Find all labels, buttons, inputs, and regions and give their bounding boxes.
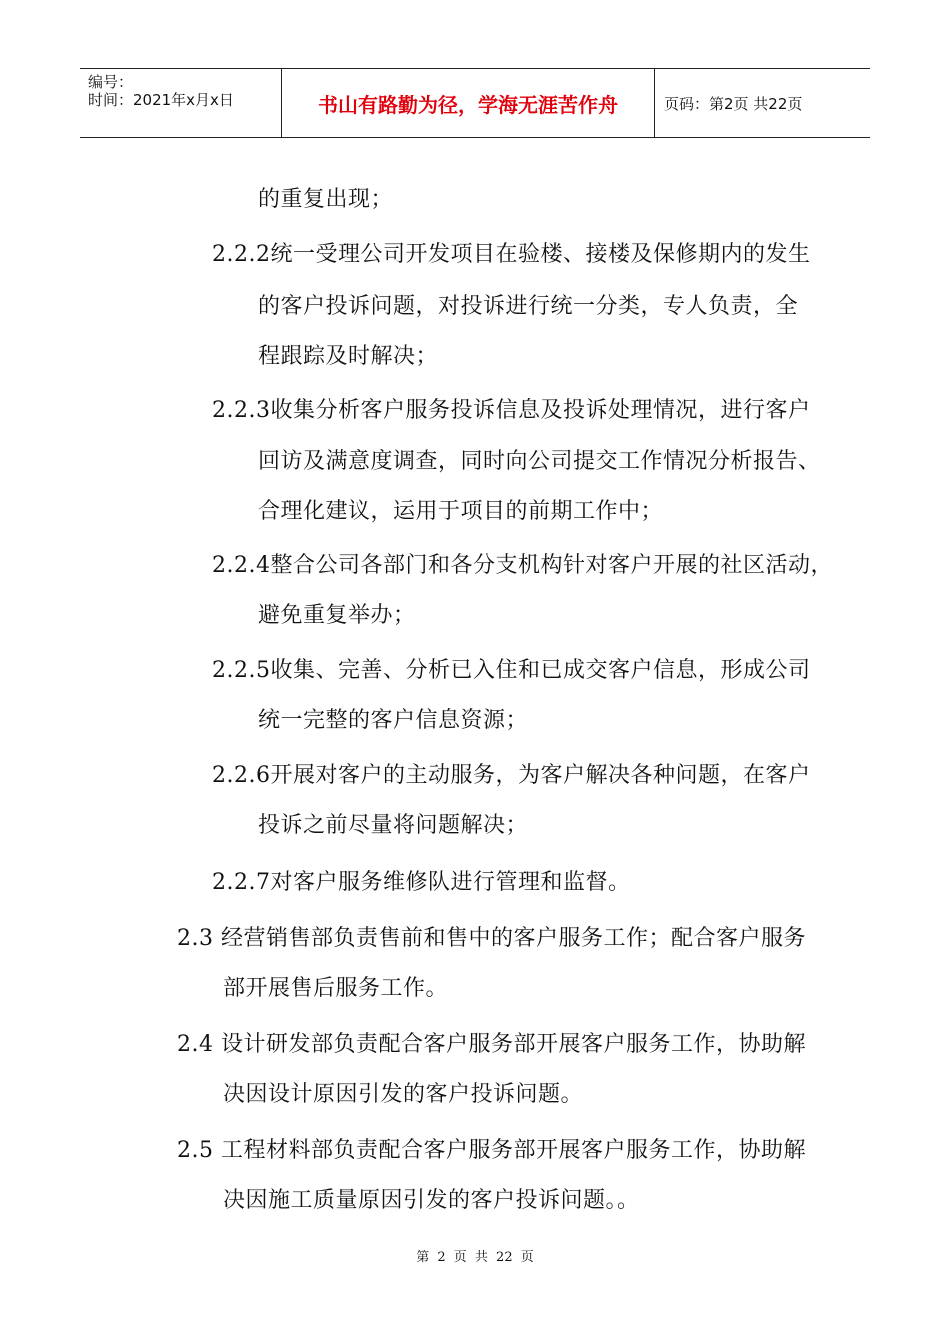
body-line: 2.5 工程材料部负责配合客户服务部开展客户服务工作，协助解: [177, 1138, 806, 1163]
body-line: 2.2.2统一受理公司开发项目在验楼、接楼及保修期内的发生: [212, 242, 811, 267]
body-line: 回访及满意度调查，同时向公司提交工作情况分析报告、: [258, 449, 821, 474]
page-header: [80, 68, 870, 138]
header-page-info: 页码：第2页 共22页: [664, 94, 803, 113]
body-line: 统一完整的客户信息资源；: [258, 708, 529, 733]
body-line: 避免重复举办；: [258, 603, 416, 628]
body-line: 的客户投诉问题，对投诉进行统一分类，专人负责，全: [258, 294, 799, 319]
document-time-label: 时间：2021年x月x日: [88, 91, 234, 109]
body-line: 2.2.7对客户服务维修队进行管理和监督。: [212, 870, 631, 895]
body-line: 的重复出现；: [258, 187, 394, 212]
body-line: 程跟踪及时解决；: [258, 344, 439, 369]
body-line: 2.3 经营销售部负责售前和售中的客户服务工作；配合客户服务: [177, 926, 806, 951]
document-number-label: 编号：: [88, 73, 134, 91]
header-left-cell: [80, 69, 280, 137]
body-line: 部开展售后服务工作。: [223, 976, 449, 1001]
body-line: 2.4 设计研发部负责配合客户服务部开展客户服务工作，协助解: [177, 1032, 806, 1057]
body-line: 决因设计原因引发的客户投诉问题。: [223, 1082, 584, 1107]
body-line: 2.2.5收集、完善、分析已入住和已成交客户信息，形成公司: [212, 658, 811, 683]
body-line: 2.2.4整合公司各部门和各分支机构针对客户开展的社区活动，: [212, 553, 833, 578]
body-line: 合理化建议，运用于项目的前期工作中；: [258, 499, 664, 524]
header-motto: 书山有路勤为径，学海无涯苦作舟: [281, 69, 655, 137]
body-line: 2.2.3收集分析客户服务投诉信息及投诉处理情况，进行客户: [212, 398, 811, 423]
body-line: 决因施工质量原因引发的客户投诉问题。。: [223, 1188, 640, 1213]
body-line: 2.2.6开展对客户的主动服务，为客户解决各种问题，在客户: [212, 763, 811, 788]
page-footer: 第 2 页 共 22 页: [416, 1250, 534, 1265]
body-line: 投诉之前尽量将问题解决；: [258, 813, 529, 838]
